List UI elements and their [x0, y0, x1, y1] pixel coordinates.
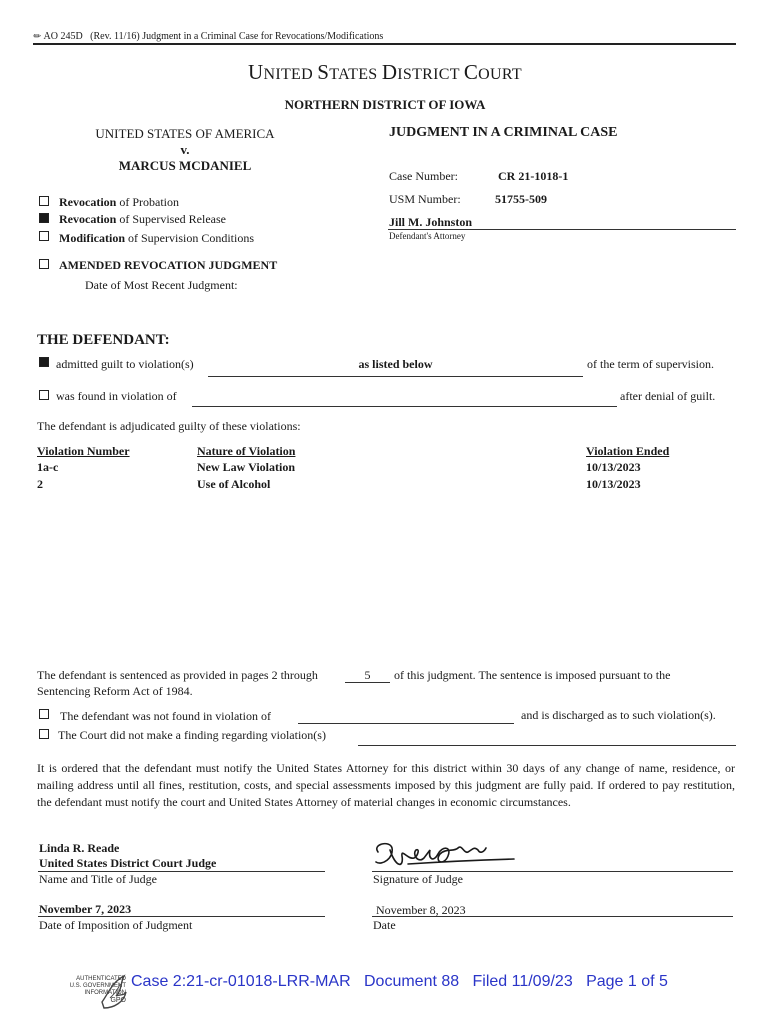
date-label: Date: [373, 918, 396, 932]
form-revision: (Rev. 11/16) Judgment in a Criminal Case for Revocations/Modifications: [90, 31, 384, 42]
judgment-title: JUDGMENT IN A CRIMINAL CASE: [389, 125, 618, 140]
violation-ended: 10/13/2023: [586, 477, 641, 491]
revocation-probation-label: Revocation of Probation: [59, 195, 179, 209]
admitted-value: as listed below: [358, 357, 433, 371]
not-found-suffix: and is discharged as to such violation(s).: [521, 708, 716, 722]
header-violation-ended: Violation Ended: [586, 444, 670, 458]
found-suffix: after denial of guilt.: [620, 389, 716, 403]
adjudicated-text: The defendant is adjudicated guilty of these violations:: [37, 419, 301, 433]
form-header: [31, 29, 384, 43]
case-number: CR 21-1018-1: [498, 169, 569, 183]
plaintiff-name: UNITED STATES OF AMERICA: [95, 126, 275, 141]
no-finding-checkbox[interactable]: [39, 729, 49, 739]
footer-document: Document 88: [363, 973, 460, 990]
found-rule: [192, 406, 617, 407]
revocation-probation-checkbox[interactable]: [39, 196, 49, 206]
amended-checkbox[interactable]: [39, 259, 49, 269]
modification-label: Modification of Supervision Conditions: [59, 231, 255, 245]
case-number-label: Case Number:: [389, 169, 458, 183]
footer-filed: Filed 11/09/23: [472, 973, 573, 990]
admitted-checkbox[interactable]: [39, 357, 49, 367]
found-checkbox[interactable]: [39, 390, 49, 400]
revocation-supervised-checkbox[interactable]: [39, 213, 49, 223]
imposition-label: Date of Imposition of Judgment: [39, 918, 193, 932]
judge-title: United States District Court Judge: [39, 856, 217, 870]
found-label: was found in violation of: [56, 389, 177, 403]
sentence-text-line2: Sentencing Reform Act of 1984.: [37, 684, 193, 698]
recent-judgment-label: Date of Most Recent Judgment:: [85, 278, 238, 292]
judge-name: Linda R. Reade: [39, 841, 120, 855]
footer-case: Case 2:21-cr-01018-LRR-MAR: [131, 973, 351, 990]
violation-nature: New Law Violation: [197, 460, 296, 474]
signed-date-rule: [372, 916, 733, 917]
attorney-label: Defendant's Attorney: [389, 231, 466, 241]
signature-label: Signature of Judge: [373, 872, 463, 886]
no-finding-label: The Court did not make a finding regarding violation(s): [58, 728, 326, 742]
judge-label: Name and Title of Judge: [39, 872, 157, 886]
header-violation-number: Violation Number: [37, 444, 130, 458]
admitted-rule: [208, 376, 583, 377]
attorney-rule: [388, 229, 736, 230]
form-label: AO 245D: [43, 31, 83, 42]
case-caption: [60, 126, 310, 174]
versus: v.: [180, 142, 190, 157]
no-finding-rule: [358, 745, 736, 746]
gpo-eagle-icon: [98, 972, 130, 1012]
not-found-label: The defendant was not found in violation of: [60, 709, 271, 723]
defendant-name: MARCUS MCDANIEL: [118, 158, 252, 173]
admitted-label: admitted guilt to violation(s): [56, 357, 194, 371]
violation-ended: 10/13/2023: [586, 460, 641, 474]
violation-number: 2: [37, 477, 43, 491]
amended-label: AMENDED REVOCATION JUDGMENT: [59, 258, 278, 272]
admitted-suffix: of the term of supervision.: [587, 357, 714, 371]
imposition-rule: [38, 916, 325, 917]
not-found-rule: [298, 723, 514, 724]
footer-stamp: [131, 973, 668, 991]
not-found-checkbox[interactable]: [39, 709, 49, 719]
pen-icon: ✎: [31, 29, 44, 43]
attorney-name: Jill M. Johnston: [389, 215, 473, 229]
imposition-date: November 7, 2023: [39, 902, 132, 916]
revocation-supervised-label: Revocation of Supervised Release: [59, 212, 226, 226]
header-nature-of-violation: Nature of Violation: [197, 444, 296, 458]
gpo-authentication-text: AUTHENTICATED U.S. GOVERNMENT INFORMATION GPO: [69, 976, 126, 1004]
usm-number-label: USM Number:: [389, 192, 461, 206]
modification-checkbox[interactable]: [39, 231, 49, 241]
header-rule: [33, 43, 736, 45]
usm-number: 51755-509: [495, 192, 547, 206]
order-paragraph: It is ordered that the defendant must notify the United States Attorney for this district within 30 days of any change of name, residence, or mailing address until all fines, restitution, costs, and special assessments imposed by this judgment are fully paid. If ordered to pay restitution, the defendant must notify the court and United States Attorney of material changes in economic circumstances.: [37, 761, 735, 809]
sentence-pages-rule: [345, 682, 390, 683]
violation-number: 1a-c: [37, 460, 59, 474]
sentence-pages: 5: [364, 668, 371, 682]
court-title: UNITED STATES DISTRICT COURT: [248, 60, 522, 84]
sentence-text-before: The defendant is sentenced as provided in pages 2 through: [37, 668, 318, 682]
district-name: NORTHERN DISTRICT OF IOWA: [284, 97, 486, 112]
defendant-heading: THE DEFENDANT:: [37, 332, 170, 348]
footer-page: Page 1 of 5: [586, 973, 668, 990]
sentence-text-after: of this judgment. The sentence is imposed pursuant to the: [394, 668, 671, 682]
violation-nature: Use of Alcohol: [197, 477, 271, 491]
signed-date: November 8, 2023: [376, 903, 466, 917]
